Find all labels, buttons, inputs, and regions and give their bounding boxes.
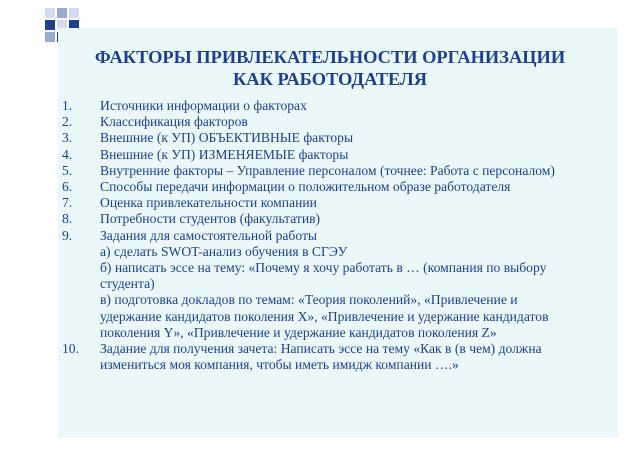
agenda-item-text: Оценка привлекательности компании xyxy=(100,195,317,211)
agenda-item xyxy=(0,98,638,114)
agenda-item xyxy=(0,114,638,130)
agenda-item-number: 6. xyxy=(62,179,73,195)
agenda-item-text: Внутренние факторы – Управление персоналом (точнее: Работа с персоналом) xyxy=(100,162,555,178)
decor-square xyxy=(69,8,79,18)
agenda-item-number: 9. xyxy=(62,227,73,243)
agenda-item xyxy=(0,147,638,163)
agenda-item-number: 5. xyxy=(62,162,73,178)
agenda-item-text: Источники информации о факторах xyxy=(100,98,307,113)
agenda-list xyxy=(0,98,638,373)
agenda-item-number: 8. xyxy=(62,211,73,227)
agenda-item-text: Потребности студентов (факультатив) xyxy=(100,211,321,227)
agenda-item xyxy=(0,211,638,227)
decor-square xyxy=(57,8,67,18)
slide-title-line-1: ФАКТОРЫ ПРИВЛЕКАТЕЛЬНОСТИ ОРГАНИЗАЦИИ xyxy=(94,47,566,67)
slide-title-line-2: КАК РАБОТОДАТЕЛЯ xyxy=(232,69,428,89)
agenda-item-text: Задания для самостоятельной работы xyxy=(100,227,318,243)
decor-square xyxy=(45,32,55,42)
agenda-subitem: а) сделать SWOT-анализ обучения в СГЭУ xyxy=(100,243,348,259)
agenda-item xyxy=(0,228,638,341)
agenda-item-text: Классификация факторов xyxy=(100,114,248,130)
agenda-item-number: 3. xyxy=(62,130,73,146)
agenda-item xyxy=(0,163,638,179)
agenda-subitem: б) написать эссе на тему: «Почему я хочу работать в … (компания по выбору студента) xyxy=(100,260,547,292)
agenda-item-text: Внешние (к УП) ИЗМЕНЯЕМЫЕ факторы xyxy=(100,146,349,162)
decor-square xyxy=(45,20,55,30)
agenda-item-number: 2. xyxy=(62,114,73,130)
agenda-item-text: Внешние (к УП) ОБЪЕКТИВНЫЕ факторы xyxy=(100,130,354,146)
agenda-item xyxy=(0,341,638,373)
agenda-subitem: в) подготовка докладов по темам: «Теория поколений», «Привлечение и удержание кандидатов поколения X», «Привлечение и удержание кандидатов поколения Y», «Привлечение и удержание кандидатов поколения Z» xyxy=(100,292,549,340)
decor-square xyxy=(45,8,55,18)
agenda-item xyxy=(0,195,638,211)
agenda-item-number: 4. xyxy=(62,146,73,162)
agenda-item-number: 1. xyxy=(62,98,73,113)
agenda-item xyxy=(0,130,638,146)
slide-title xyxy=(70,46,590,90)
agenda-item-text: Способы передачи информации о положительном образе работодателя xyxy=(100,179,511,195)
agenda-item-number: 7. xyxy=(62,195,73,211)
agenda-item xyxy=(0,179,638,195)
agenda-item-number: 10. xyxy=(62,341,79,357)
agenda-item-text: Задание для получения зачета: Написать эссе на тему «Как в (в чем) должна измениться моя компания, чтобы иметь имидж компании ….» xyxy=(100,341,542,373)
